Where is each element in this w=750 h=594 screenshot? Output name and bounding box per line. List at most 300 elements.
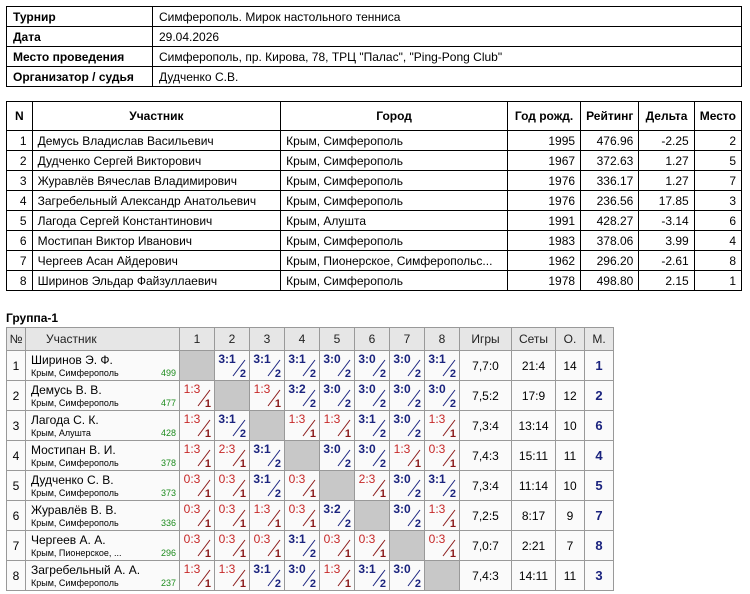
participants-column-header: Город bbox=[281, 102, 508, 131]
match-score: 3:1 bbox=[253, 442, 271, 456]
group-games: 7,7:0 bbox=[460, 351, 512, 381]
group-row bbox=[7, 561, 614, 591]
match-result bbox=[355, 411, 389, 440]
group-row bbox=[7, 471, 614, 501]
match-points: 1 bbox=[239, 518, 246, 530]
participant-delta: 1.27 bbox=[639, 151, 694, 171]
match-result bbox=[390, 561, 424, 590]
match-result-cell bbox=[425, 531, 460, 561]
match-result-cell bbox=[390, 471, 425, 501]
player-name: Лагода С. К. bbox=[31, 413, 99, 427]
group-col-opponent: 4 bbox=[285, 328, 320, 351]
match-result-cell bbox=[320, 501, 355, 531]
group-games: 7,3:4 bbox=[460, 471, 512, 501]
group-points: 7 bbox=[556, 531, 585, 561]
match-score: 3:0 bbox=[323, 382, 341, 396]
match-result-cell bbox=[215, 441, 250, 471]
match-points: 1 bbox=[239, 578, 246, 590]
match-points: 2 bbox=[274, 578, 281, 590]
match-score: 3:0 bbox=[358, 352, 376, 366]
group-points: 9 bbox=[556, 501, 585, 531]
match-result bbox=[250, 561, 284, 590]
participants-column-header: Рейтинг bbox=[581, 102, 639, 131]
participant-year: 1995 bbox=[507, 131, 580, 151]
match-score: 1:3 bbox=[323, 562, 341, 576]
match-points: 1 bbox=[344, 548, 351, 560]
match-score: 3:0 bbox=[358, 382, 376, 396]
participant-year: 1976 bbox=[507, 191, 580, 211]
group-player-cell bbox=[26, 351, 180, 381]
match-score: 3:0 bbox=[323, 442, 341, 456]
participant-n: 8 bbox=[7, 271, 33, 291]
match-score: 1:3 bbox=[253, 502, 271, 516]
match-points: 2 bbox=[414, 578, 421, 590]
group-row-number: 6 bbox=[7, 501, 26, 531]
player-rating: 237 bbox=[160, 578, 176, 588]
participant-place: 2 bbox=[694, 131, 741, 151]
match-result bbox=[320, 411, 354, 440]
match-points: 1 bbox=[309, 428, 316, 440]
match-result bbox=[180, 561, 214, 590]
participant-rating: 236.56 bbox=[581, 191, 639, 211]
participant-rating: 378.06 bbox=[581, 231, 639, 251]
player-name: Чергеев А. А. bbox=[31, 533, 106, 547]
group-row bbox=[7, 501, 614, 531]
participant-name: Мостипан Виктор Иванович bbox=[32, 231, 281, 251]
match-result-cell bbox=[320, 381, 355, 411]
participant-year: 1962 bbox=[507, 251, 580, 271]
group-place: 6 bbox=[585, 411, 614, 441]
match-points: 2 bbox=[344, 398, 351, 410]
info-label: Дата bbox=[7, 27, 153, 47]
match-result-cell bbox=[285, 531, 320, 561]
match-result-cell bbox=[215, 531, 250, 561]
group-col-number: № bbox=[7, 328, 26, 351]
player-rating: 378 bbox=[160, 458, 176, 468]
match-score: 3:0 bbox=[393, 412, 411, 426]
group-row bbox=[7, 351, 614, 381]
participant-n: 3 bbox=[7, 171, 33, 191]
participant-city: Крым, Симферополь bbox=[281, 151, 508, 171]
match-result-cell bbox=[215, 351, 250, 381]
match-points: 1 bbox=[204, 458, 211, 470]
participant-delta: 17.85 bbox=[639, 191, 694, 211]
participant-n: 4 bbox=[7, 191, 33, 211]
participant-n: 5 bbox=[7, 211, 33, 231]
match-result-cell bbox=[390, 411, 425, 441]
match-result-cell bbox=[285, 411, 320, 441]
info-row bbox=[7, 67, 742, 87]
player-city: Крым, Симферополь bbox=[31, 368, 119, 378]
match-score: 0:3 bbox=[358, 532, 376, 546]
group-sets: 8:17 bbox=[512, 501, 556, 531]
match-points: 1 bbox=[379, 488, 386, 500]
info-value: 29.04.2026 bbox=[153, 27, 742, 47]
match-score: 0:3 bbox=[183, 472, 201, 486]
match-result-cell bbox=[215, 411, 250, 441]
group-col-sets: Сеты bbox=[512, 328, 556, 351]
info-row bbox=[7, 7, 742, 27]
match-score: 1:3 bbox=[183, 442, 201, 456]
match-result-cell bbox=[355, 441, 390, 471]
match-score: 0:3 bbox=[428, 442, 446, 456]
group-col-points: О. bbox=[556, 328, 585, 351]
participant-name: Журавлёв Вячеслав Владимирович bbox=[32, 171, 281, 191]
match-score: 1:3 bbox=[323, 412, 341, 426]
player-city: Крым, Симферополь bbox=[31, 578, 119, 588]
match-result-cell bbox=[425, 411, 460, 441]
match-points: 1 bbox=[274, 518, 281, 530]
participant-delta: -3.14 bbox=[639, 211, 694, 231]
match-result-cell bbox=[390, 351, 425, 381]
participant-place: 4 bbox=[694, 231, 741, 251]
match-score: 3:0 bbox=[393, 502, 411, 516]
match-result bbox=[425, 411, 459, 440]
participants-column-header: Место bbox=[694, 102, 741, 131]
match-result-cell bbox=[355, 561, 390, 591]
match-result-cell bbox=[250, 471, 285, 501]
match-score: 1:3 bbox=[183, 412, 201, 426]
player-name: Мостипан В. И. bbox=[31, 443, 116, 457]
match-points: 2 bbox=[449, 488, 456, 500]
match-points: 2 bbox=[344, 368, 351, 380]
group-row-number: 4 bbox=[7, 441, 26, 471]
match-points: 1 bbox=[239, 488, 246, 500]
group-player-cell bbox=[26, 561, 180, 591]
match-points: 1 bbox=[274, 398, 281, 410]
match-result bbox=[180, 411, 214, 440]
group-results-grid bbox=[6, 327, 614, 591]
match-result-cell bbox=[425, 351, 460, 381]
match-result bbox=[355, 441, 389, 470]
group-col-opponent: 2 bbox=[215, 328, 250, 351]
match-result-cell bbox=[390, 501, 425, 531]
participant-n: 2 bbox=[7, 151, 33, 171]
match-points: 2 bbox=[414, 518, 421, 530]
group-row-number: 1 bbox=[7, 351, 26, 381]
participant-place: 8 bbox=[694, 251, 741, 271]
participant-rating: 336.17 bbox=[581, 171, 639, 191]
participants-column-header: N bbox=[7, 102, 33, 131]
match-score: 2:3 bbox=[358, 472, 376, 486]
player-rating: 428 bbox=[160, 428, 176, 438]
group-player-cell bbox=[26, 531, 180, 561]
match-score: 1:3 bbox=[183, 382, 201, 396]
match-result bbox=[285, 411, 319, 440]
participant-delta: 3.99 bbox=[639, 231, 694, 251]
match-result bbox=[390, 411, 424, 440]
participant-year: 1983 bbox=[507, 231, 580, 251]
match-score: 0:3 bbox=[218, 502, 236, 516]
match-result bbox=[320, 381, 354, 410]
match-result-cell bbox=[180, 471, 215, 501]
participant-name: Демусь Владислав Васильевич bbox=[32, 131, 281, 151]
group-sets: 11:14 bbox=[512, 471, 556, 501]
match-points: 1 bbox=[239, 548, 246, 560]
group-points: 10 bbox=[556, 471, 585, 501]
match-points: 1 bbox=[449, 548, 456, 560]
match-result-cell bbox=[285, 351, 320, 381]
player-rating: 499 bbox=[160, 368, 176, 378]
match-points: 2 bbox=[414, 488, 421, 500]
match-result bbox=[215, 441, 249, 470]
group-sets: 17:9 bbox=[512, 381, 556, 411]
participant-rating: 372.63 bbox=[581, 151, 639, 171]
match-points: 1 bbox=[309, 488, 316, 500]
match-score: 3:1 bbox=[253, 562, 271, 576]
match-score: 0:3 bbox=[183, 502, 201, 516]
match-score: 3:0 bbox=[428, 382, 446, 396]
match-result bbox=[355, 351, 389, 380]
match-result bbox=[250, 501, 284, 530]
match-points: 1 bbox=[204, 488, 211, 500]
match-result bbox=[215, 561, 249, 590]
match-result-cell bbox=[180, 501, 215, 531]
group-player-cell bbox=[26, 441, 180, 471]
match-result bbox=[180, 501, 214, 530]
match-result-cell bbox=[355, 381, 390, 411]
match-score: 3:1 bbox=[253, 352, 271, 366]
participant-city: Крым, Пионерское, Симферопольс... bbox=[281, 251, 508, 271]
match-points: 1 bbox=[414, 458, 421, 470]
match-result-cell bbox=[250, 531, 285, 561]
match-score: 0:3 bbox=[288, 472, 306, 486]
participant-year: 1978 bbox=[507, 271, 580, 291]
match-result bbox=[355, 471, 389, 500]
participant-city: Крым, Симферополь bbox=[281, 171, 508, 191]
match-result bbox=[320, 351, 354, 380]
participant-rating: 476.96 bbox=[581, 131, 639, 151]
group-games: 7,4:3 bbox=[460, 561, 512, 591]
match-points: 1 bbox=[204, 518, 211, 530]
group-place: 1 bbox=[585, 351, 614, 381]
group-place: 4 bbox=[585, 441, 614, 471]
participant-n: 1 bbox=[7, 131, 33, 151]
match-points: 2 bbox=[379, 368, 386, 380]
match-points: 2 bbox=[274, 368, 281, 380]
info-label: Турнир bbox=[7, 7, 153, 27]
match-points: 2 bbox=[309, 398, 316, 410]
match-points: 1 bbox=[309, 518, 316, 530]
match-result bbox=[285, 381, 319, 410]
group-points: 11 bbox=[556, 441, 585, 471]
participant-year: 1991 bbox=[507, 211, 580, 231]
match-result-cell bbox=[215, 501, 250, 531]
match-score: 3:0 bbox=[323, 352, 341, 366]
match-result bbox=[320, 561, 354, 590]
match-result-cell bbox=[180, 531, 215, 561]
participant-row bbox=[7, 171, 742, 191]
group-sets: 21:4 bbox=[512, 351, 556, 381]
player-rating: 336 bbox=[160, 518, 176, 528]
match-result bbox=[355, 381, 389, 410]
match-result bbox=[215, 471, 249, 500]
group-player-cell bbox=[26, 471, 180, 501]
match-result bbox=[250, 441, 284, 470]
group-title: Группа-1 bbox=[6, 311, 59, 325]
match-result bbox=[425, 381, 459, 410]
match-points: 1 bbox=[449, 518, 456, 530]
group-points: 10 bbox=[556, 411, 585, 441]
match-points: 2 bbox=[414, 398, 421, 410]
participant-place: 3 bbox=[694, 191, 741, 211]
participant-delta: -2.25 bbox=[639, 131, 694, 151]
match-result-cell bbox=[320, 531, 355, 561]
match-result-cell bbox=[355, 411, 390, 441]
match-result-cell bbox=[320, 441, 355, 471]
match-score: 3:0 bbox=[393, 562, 411, 576]
match-points: 2 bbox=[344, 518, 351, 530]
self-match-cell bbox=[215, 381, 250, 411]
match-score: 3:0 bbox=[358, 442, 376, 456]
match-result-cell bbox=[180, 561, 215, 591]
match-points: 2 bbox=[379, 578, 386, 590]
group-col-opponent: 8 bbox=[425, 328, 460, 351]
match-score: 1:3 bbox=[183, 562, 201, 576]
match-points: 1 bbox=[449, 458, 456, 470]
match-points: 1 bbox=[204, 578, 211, 590]
player-city: Крым, Симферополь bbox=[31, 398, 119, 408]
match-score: 1:3 bbox=[288, 412, 306, 426]
match-result-cell bbox=[285, 471, 320, 501]
match-result bbox=[390, 351, 424, 380]
match-points: 1 bbox=[449, 428, 456, 440]
match-result-cell bbox=[250, 351, 285, 381]
match-points: 1 bbox=[274, 548, 281, 560]
group-row-number: 2 bbox=[7, 381, 26, 411]
match-points: 2 bbox=[449, 368, 456, 380]
match-points: 2 bbox=[449, 398, 456, 410]
tournament-info-table bbox=[6, 6, 742, 87]
participants-table bbox=[6, 101, 742, 291]
match-result-cell bbox=[215, 561, 250, 591]
group-place: 2 bbox=[585, 381, 614, 411]
match-result-cell bbox=[355, 471, 390, 501]
participant-city: Крым, Симферополь bbox=[281, 191, 508, 211]
group-sets: 13:14 bbox=[512, 411, 556, 441]
match-result-cell bbox=[425, 381, 460, 411]
match-points: 2 bbox=[309, 578, 316, 590]
self-match-cell bbox=[355, 501, 390, 531]
match-score: 0:3 bbox=[183, 532, 201, 546]
match-result-cell bbox=[320, 351, 355, 381]
match-score: 3:1 bbox=[358, 562, 376, 576]
self-match-cell bbox=[320, 471, 355, 501]
match-score: 3:0 bbox=[393, 472, 411, 486]
self-match-cell bbox=[390, 531, 425, 561]
match-points: 2 bbox=[379, 398, 386, 410]
match-result bbox=[250, 351, 284, 380]
group-place: 8 bbox=[585, 531, 614, 561]
participant-year: 1967 bbox=[507, 151, 580, 171]
match-points: 2 bbox=[379, 428, 386, 440]
match-score: 3:1 bbox=[428, 352, 446, 366]
match-result-cell bbox=[180, 381, 215, 411]
group-place: 3 bbox=[585, 561, 614, 591]
match-result bbox=[425, 471, 459, 500]
match-result bbox=[425, 351, 459, 380]
match-result-cell bbox=[390, 561, 425, 591]
match-score: 2:3 bbox=[218, 442, 236, 456]
group-games: 7,0:7 bbox=[460, 531, 512, 561]
match-points: 2 bbox=[309, 548, 316, 560]
match-result bbox=[250, 381, 284, 410]
match-points: 2 bbox=[344, 458, 351, 470]
player-rating: 373 bbox=[160, 488, 176, 498]
match-score: 3:2 bbox=[323, 502, 341, 516]
participant-city: Крым, Симферополь bbox=[281, 271, 508, 291]
match-result bbox=[180, 381, 214, 410]
match-result-cell bbox=[180, 411, 215, 441]
match-result-cell bbox=[250, 561, 285, 591]
match-result bbox=[180, 531, 214, 560]
match-points: 1 bbox=[239, 458, 246, 470]
match-result-cell bbox=[320, 411, 355, 441]
match-result-cell bbox=[355, 351, 390, 381]
match-score: 1:3 bbox=[253, 382, 271, 396]
match-result bbox=[320, 531, 354, 560]
match-score: 3:0 bbox=[393, 382, 411, 396]
match-result bbox=[355, 561, 389, 590]
match-result bbox=[180, 471, 214, 500]
player-rating: 296 bbox=[160, 548, 176, 558]
group-sets: 2:21 bbox=[512, 531, 556, 561]
group-col-opponent: 7 bbox=[390, 328, 425, 351]
match-result bbox=[390, 471, 424, 500]
match-points: 2 bbox=[309, 368, 316, 380]
match-points: 2 bbox=[239, 368, 246, 380]
participant-city: Крым, Симферополь bbox=[281, 131, 508, 151]
participant-year: 1976 bbox=[507, 171, 580, 191]
match-score: 3:0 bbox=[393, 352, 411, 366]
player-name: Дудченко С. В. bbox=[31, 473, 114, 487]
group-col-opponent: 6 bbox=[355, 328, 390, 351]
player-city: Крым, Симферополь bbox=[31, 458, 119, 468]
match-score: 3:1 bbox=[428, 472, 446, 486]
match-score: 3:1 bbox=[218, 352, 236, 366]
match-result bbox=[180, 441, 214, 470]
info-row bbox=[7, 47, 742, 67]
group-player-cell bbox=[26, 381, 180, 411]
match-result-cell bbox=[425, 471, 460, 501]
group-sets: 14:11 bbox=[512, 561, 556, 591]
participant-name: Лагода Сергей Константинович bbox=[32, 211, 281, 231]
match-points: 2 bbox=[414, 368, 421, 380]
match-result bbox=[425, 441, 459, 470]
match-points: 2 bbox=[414, 428, 421, 440]
match-points: 2 bbox=[379, 458, 386, 470]
participant-row bbox=[7, 151, 742, 171]
group-games: 7,3:4 bbox=[460, 411, 512, 441]
player-rating: 477 bbox=[160, 398, 176, 408]
player-name: Загребельный А. А. bbox=[31, 563, 141, 577]
match-result-cell bbox=[250, 381, 285, 411]
participant-rating: 428.27 bbox=[581, 211, 639, 231]
player-city: Крым, Пионерское, ... bbox=[31, 548, 122, 558]
match-score: 0:3 bbox=[218, 472, 236, 486]
participants-column-header: Год рожд. bbox=[507, 102, 580, 131]
participant-row bbox=[7, 131, 742, 151]
match-result-cell bbox=[250, 501, 285, 531]
match-result-cell bbox=[180, 441, 215, 471]
info-value: Симферополь, пр. Кирова, 78, ТРЦ "Палас", "Ping-Pong Club" bbox=[153, 47, 742, 67]
participant-delta: 1.27 bbox=[639, 171, 694, 191]
participants-header-row bbox=[7, 102, 742, 131]
group-points: 11 bbox=[556, 561, 585, 591]
info-label: Место проведения bbox=[7, 47, 153, 67]
match-result-cell bbox=[215, 471, 250, 501]
match-result-cell bbox=[285, 501, 320, 531]
